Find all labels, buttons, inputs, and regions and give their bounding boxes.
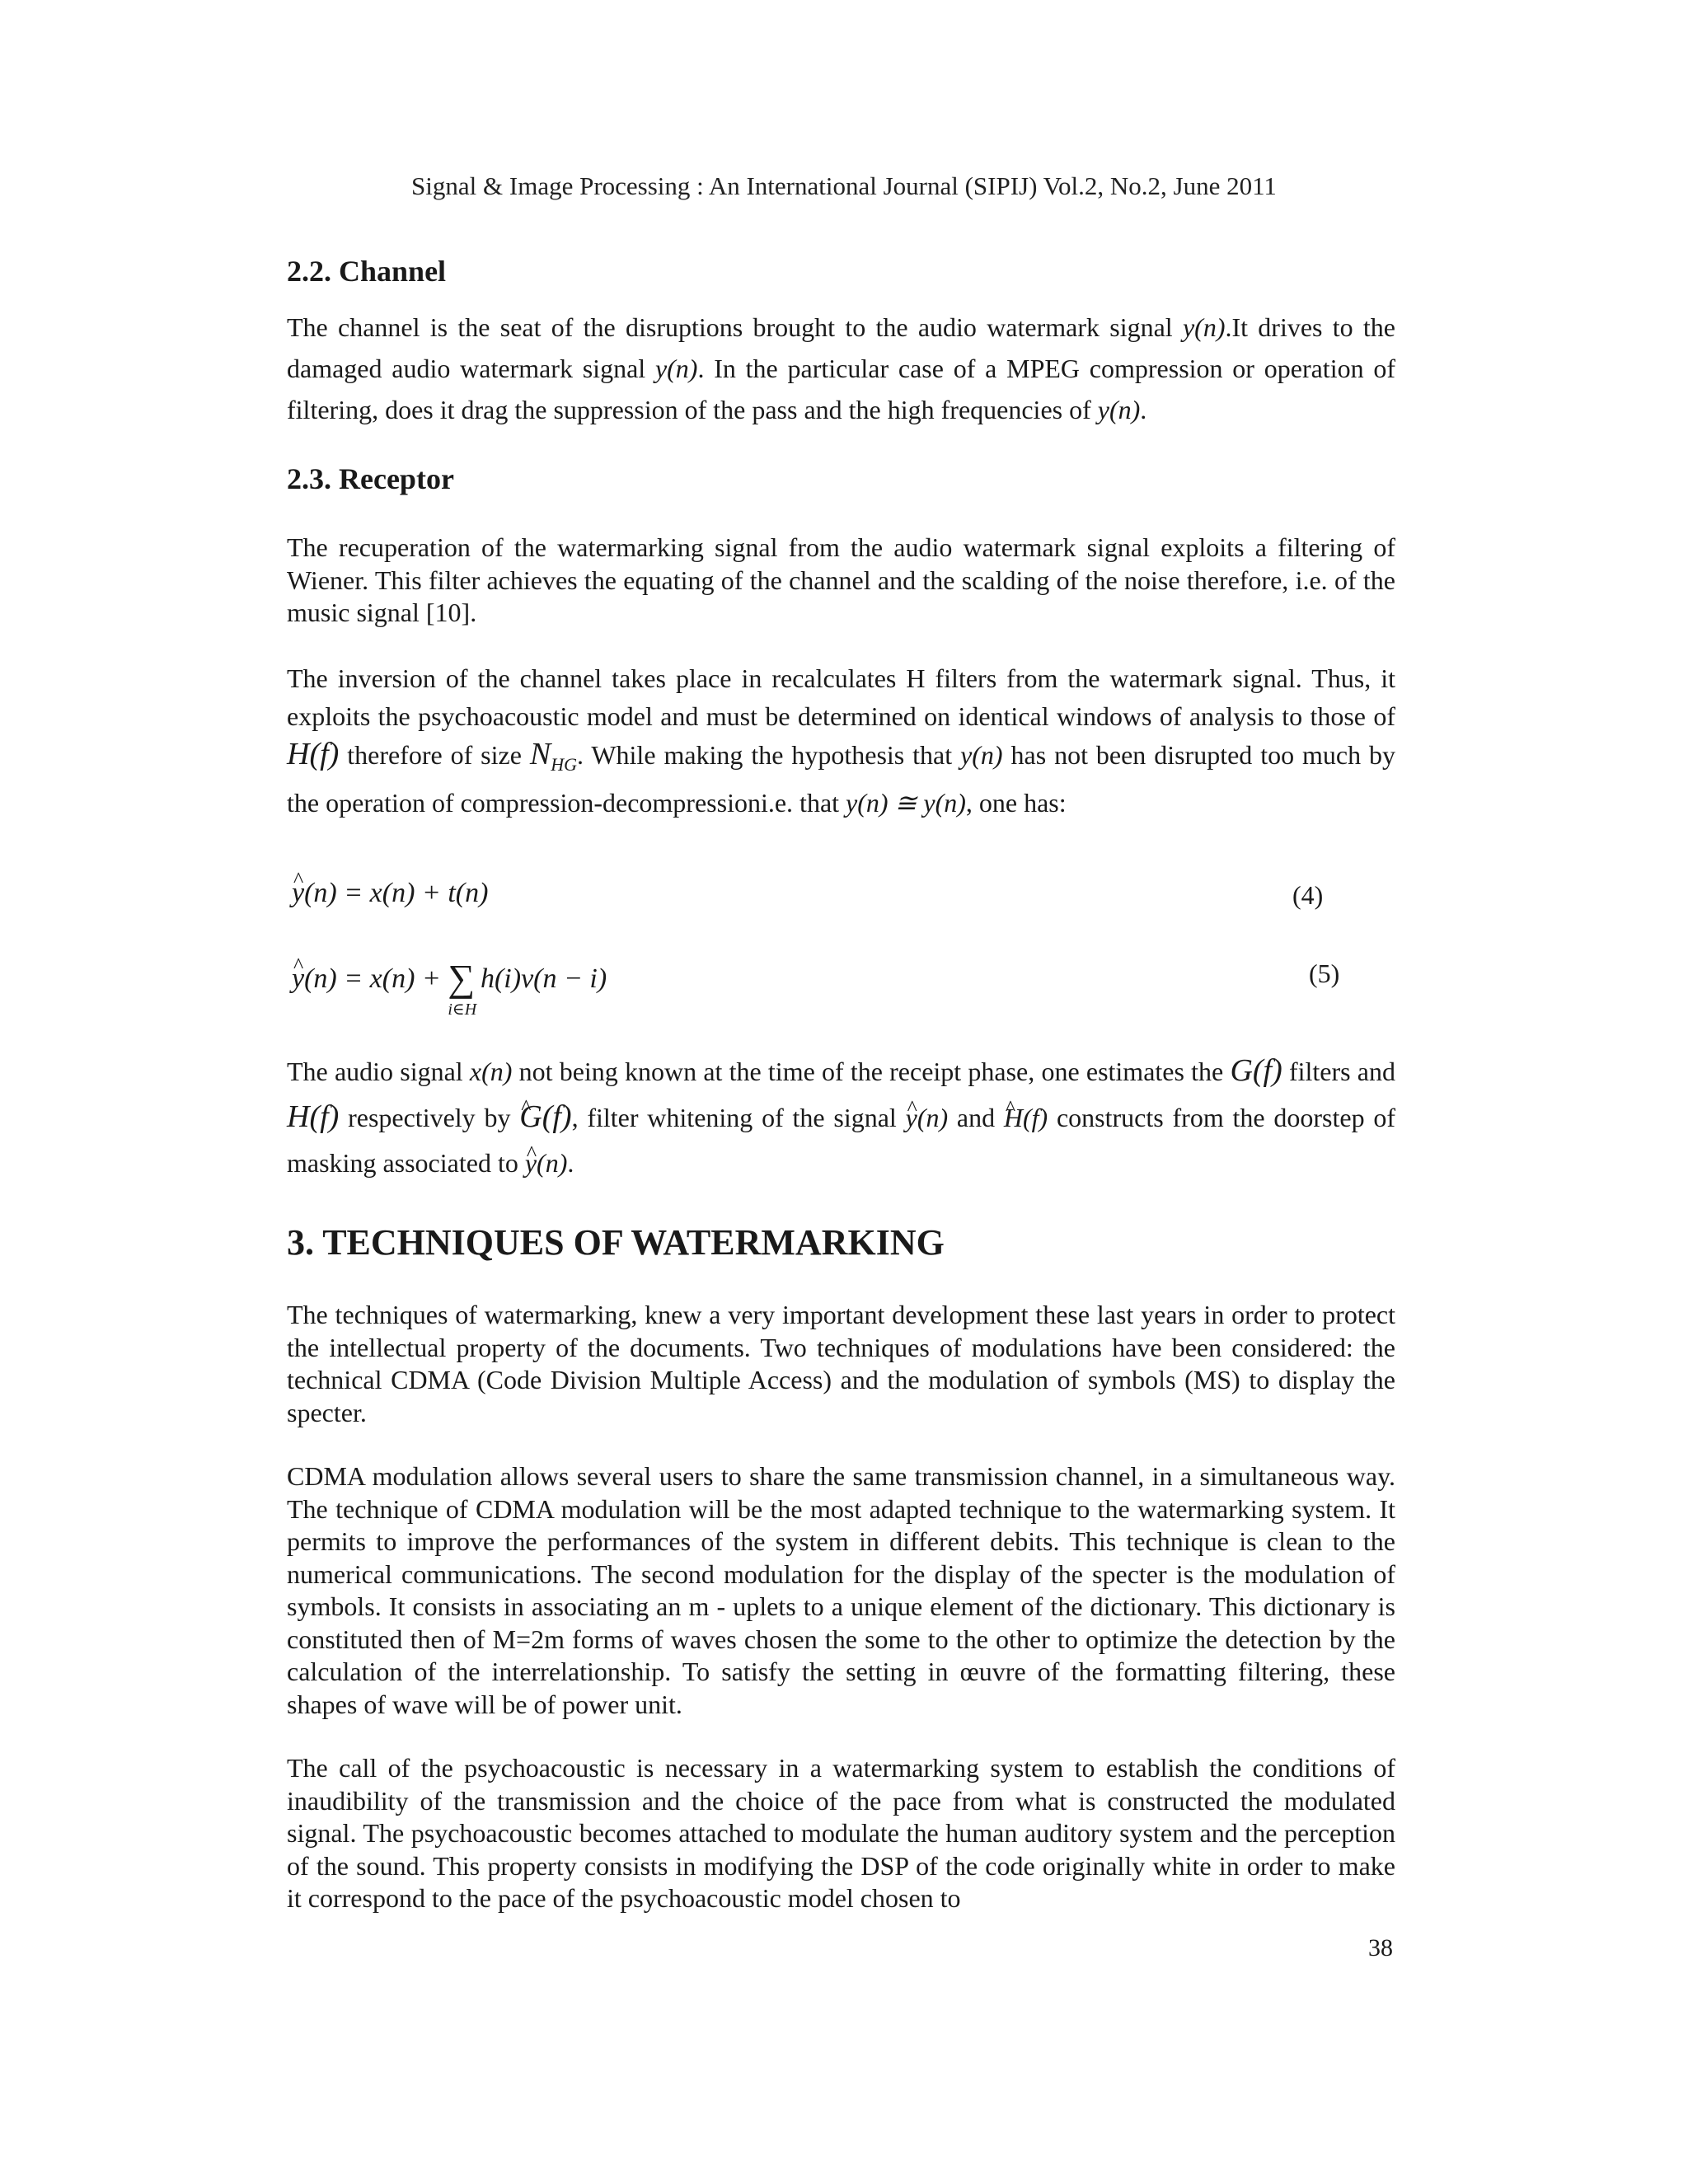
channel-paragraph xyxy=(287,307,1395,430)
page-number: 38 xyxy=(1368,1934,1393,1961)
equation-body: (n) = x(n) + t(n) xyxy=(304,878,489,908)
equation-body: h(i)v(n − i) xyxy=(480,963,607,994)
text-run: .It drives to the damaged audio watermark signal xyxy=(287,312,1396,383)
section-title-receptor: 2.3. Receptor xyxy=(287,462,454,495)
text-run: therefore of size xyxy=(339,740,530,770)
techniques-paragraph-1: The techniques of watermarking, knew a very important development these last years in order to protect the intellectual property of the documents. Two techniques of modulations have been considered: the technical CDMA (Code Division Multiple Access) and the modulation of symbols (MS) to display the specter. xyxy=(287,1300,1395,1427)
text-run: . xyxy=(567,1148,574,1178)
math-ghat-f: ^ G(f) xyxy=(519,1094,571,1140)
math-h-f: H(f) xyxy=(287,1099,340,1134)
techniques-paragraph-3: The call of the psychoacoustic is necessary in a watermarking system to establish the conditions of inaudibility of the transmission and the choice of the pace from what is constructed the modulated signal. The psychoacoustic becomes attached to modulate the human auditory system and the perception of the sound. This property consists in modifying the DSP of the code originally white in order to make it correspond to the pace of the psychoacoustic model chosen to xyxy=(287,1753,1395,1913)
text-run: constructs from the doorstep of masking associated to xyxy=(287,1103,1396,1178)
text-run: not being known at the time of the receipt phase, one estimates the xyxy=(512,1057,1231,1086)
math-y-n: y(n) xyxy=(960,740,1003,770)
sigma-symbol: ∑ xyxy=(448,957,476,999)
running-header: Signal & Image Processing : An International Journal (SIPIJ) Vol.2, No.2, June 2011 xyxy=(411,171,1277,200)
techniques-paragraph-2: CDMA modulation allows several users to share the same transmission channel, in a simultaneous way. The technique of CDMA modulation will be the most adapted technique to the watermarking system. It permits to improve the performances of the system in different debits. This technique is clean to the numerical communications. The second modulation for the display of the specter is the modulation of symbols. It consists in associating an m - uplets to a unique element of the dictionary. This dictionary is constituted then of M=2m forms of waves chosen the some to the other to optimize the detection by the calculation of the interrelationship. To satisfy the setting in œuvre of the formatting filtering, these shapes of wave will be of power unit. xyxy=(287,1461,1395,1719)
math-hhat-f: ^ H(f) xyxy=(1004,1095,1048,1141)
math-g-f: G(f) xyxy=(1230,1053,1282,1088)
math-x-n: x(n) xyxy=(469,1057,513,1086)
receptor-paragraph-1: The recuperation of the watermarking signal from the audio watermark signal exploits a filtering of Wiener. This filter achieves the equating of the channel and the scalding of the noise therefore, i.e. of the music signal [10]. xyxy=(287,532,1395,627)
text-run: The audio signal xyxy=(287,1057,470,1086)
text-run: . xyxy=(1140,395,1147,424)
equation-5 xyxy=(292,956,607,1019)
math-y-n: y(n) xyxy=(1182,312,1226,342)
text-run: respectively by xyxy=(339,1103,520,1132)
summation-index: i∈H xyxy=(448,1001,477,1019)
text-run: . In the particular case of a MPEG compression or operation of filtering, does it drag the suppression of the pass and the high frequencies of xyxy=(287,354,1396,424)
math-y-n: y(n) xyxy=(1097,395,1141,424)
section-title-channel: 2.2. Channel xyxy=(287,255,447,288)
text-run: The inversion of the channel takes place in recalculates H filters from the watermark signal. Thus, it exploits the psychoacoustic model and must be determined on identical windows of analysis to those of xyxy=(287,663,1395,731)
equation-number-4: (4) xyxy=(1292,880,1324,910)
equation-body: (n) = x(n) + xyxy=(304,963,448,994)
text-run: , one has: xyxy=(965,788,1067,818)
text-run: has not been disrupted too much by the operation of compression-decompressioni.e. that xyxy=(287,740,1396,818)
math-yhat: ^ y xyxy=(292,963,304,995)
math-yhat-n: ^ y(n) xyxy=(525,1141,568,1186)
receptor-paragraph-2 xyxy=(287,659,1395,822)
math-subscript: HG xyxy=(551,754,577,775)
math-yhat-n: ^ y(n) xyxy=(906,1095,949,1141)
text-run: The channel is the seat of the disruptions brought to the audio watermark signal xyxy=(287,312,1183,342)
section-title-techniques: 3. TECHNIQUES OF WATERMARKING xyxy=(287,1222,945,1263)
receptor-paragraph-3 xyxy=(287,1048,1395,1186)
text-run: and xyxy=(948,1103,1004,1132)
summation xyxy=(448,956,477,1019)
math-yhat-approx-y: y(n) ≅ y(n) xyxy=(846,788,966,818)
math-y-n: y(n) xyxy=(654,354,698,383)
math-h-f: H(f) xyxy=(287,737,340,771)
text-run: filters and xyxy=(1282,1057,1395,1086)
text-run: , filter whitening of the signal xyxy=(571,1103,906,1132)
math-yhat: ^ y xyxy=(292,878,304,909)
equation-number-5: (5) xyxy=(1309,958,1340,988)
text-run: . While making the hypothesis that xyxy=(577,740,961,770)
equation-4 xyxy=(292,878,488,909)
math-n-hg: N xyxy=(529,737,551,771)
